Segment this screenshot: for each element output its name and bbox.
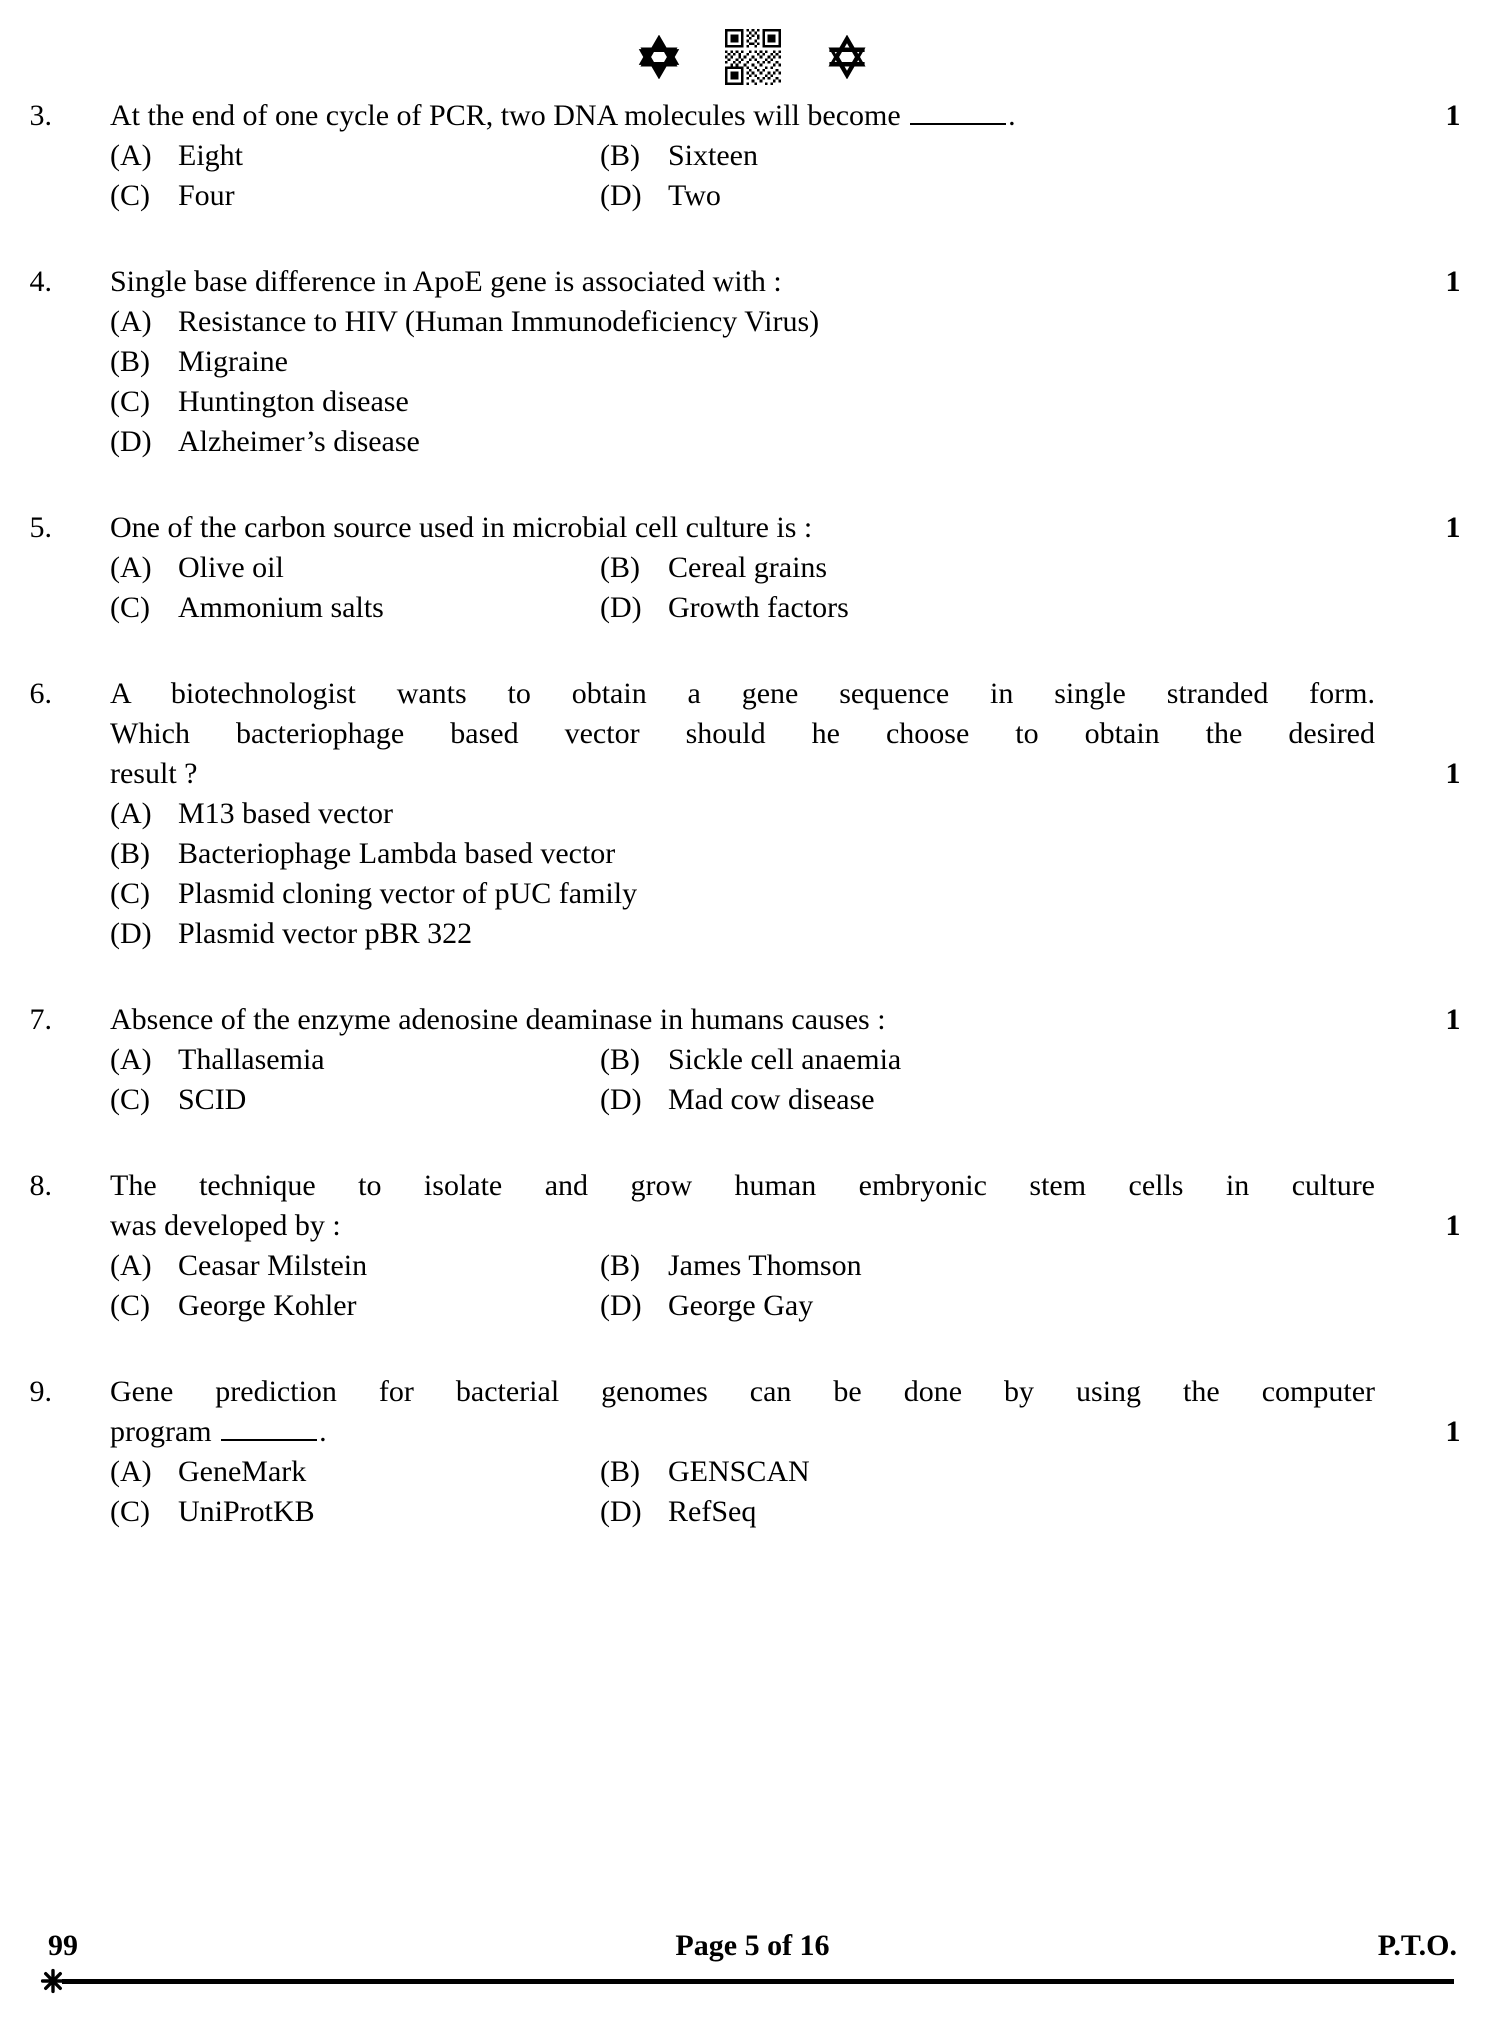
- question-block: [0, 1166, 1505, 1326]
- option-a[interactable]: [110, 302, 1505, 342]
- question-marks: 1: [1445, 511, 1461, 544]
- option-a[interactable]: [110, 136, 600, 176]
- question-spacer: [0, 954, 1505, 1000]
- option-c[interactable]: [110, 176, 600, 216]
- option-b[interactable]: [110, 342, 1505, 382]
- option-label: (C): [110, 877, 150, 910]
- option-label: (B): [600, 1249, 640, 1282]
- fill-in-blank: [910, 101, 1006, 125]
- question-stem-line: [0, 1412, 1505, 1452]
- option-row: [110, 136, 1505, 176]
- option-list: [0, 794, 1505, 954]
- question-text: result ?: [110, 757, 198, 790]
- option-label: (C): [110, 1495, 150, 1528]
- question-number: 4.: [29, 265, 52, 298]
- page-number-label: Page 5 of 16: [675, 1929, 830, 1962]
- star-of-david-icon: [825, 35, 869, 79]
- question-stem-line: [0, 1000, 1505, 1040]
- option-text: Alzheimer’s disease: [178, 425, 420, 458]
- option-label: (B): [600, 551, 640, 584]
- option-row: [110, 1452, 1505, 1492]
- option-label: (C): [110, 179, 150, 212]
- question-stem-line: [0, 1372, 1505, 1412]
- questions-container: [0, 96, 1505, 1532]
- option-d[interactable]: [600, 1286, 813, 1326]
- option-label: (C): [110, 1083, 150, 1116]
- option-b[interactable]: [600, 1246, 862, 1286]
- option-text: SCID: [178, 1083, 247, 1116]
- option-text: RefSeq: [668, 1495, 757, 1528]
- option-label: (D): [600, 591, 642, 624]
- option-row: [110, 176, 1505, 216]
- option-label: (A): [110, 139, 152, 172]
- option-row: [110, 914, 1505, 954]
- question-number: 7.: [29, 1003, 52, 1036]
- option-row: [110, 834, 1505, 874]
- option-c[interactable]: [110, 1080, 600, 1120]
- question-marks: 1: [1445, 1415, 1461, 1448]
- option-text: Olive oil: [178, 551, 284, 584]
- option-list: [0, 302, 1505, 462]
- question-number: 3.: [29, 99, 52, 132]
- paper-code: 99: [48, 1929, 78, 1962]
- question-block: [0, 508, 1505, 628]
- question-text: [62, 1412, 1505, 1452]
- option-label: (D): [600, 1289, 642, 1322]
- option-label: (B): [110, 345, 150, 378]
- question-stem-line: [0, 1166, 1505, 1206]
- option-a[interactable]: [110, 794, 1505, 834]
- option-text: George Kohler: [178, 1289, 357, 1322]
- option-label: (B): [600, 1043, 640, 1076]
- question-text: Single base difference in ApoE gene is associated with :: [110, 265, 782, 298]
- option-c[interactable]: [110, 382, 1505, 422]
- question-marks: 1: [1445, 1003, 1461, 1036]
- option-label: (C): [110, 591, 150, 624]
- question-text-segment: .: [1008, 99, 1016, 132]
- question-block: [0, 262, 1505, 462]
- question-marks: 1: [1445, 99, 1461, 132]
- option-label: (D): [600, 1083, 642, 1116]
- question-block: [0, 96, 1505, 216]
- option-list: [0, 1246, 1505, 1326]
- option-text: George Gay: [668, 1289, 814, 1322]
- qr-code-icon: [725, 29, 781, 85]
- option-c[interactable]: [110, 1492, 600, 1532]
- option-text: M13 based vector: [178, 797, 393, 830]
- option-text: Huntington disease: [178, 385, 409, 418]
- option-a[interactable]: [110, 1452, 600, 1492]
- question-spacer: [0, 628, 1505, 674]
- question-spacer: [0, 216, 1505, 262]
- option-list: [0, 1040, 1505, 1120]
- option-a[interactable]: [110, 548, 600, 588]
- option-d[interactable]: [600, 1080, 875, 1120]
- option-text: Four: [178, 179, 235, 212]
- question-marks: 1: [1445, 1209, 1461, 1242]
- pto-label: P.T.O.: [1377, 1929, 1457, 1962]
- question-marks: 1: [1445, 265, 1461, 298]
- question-block: [0, 1000, 1505, 1120]
- option-row: [110, 794, 1505, 834]
- question-spacer: [0, 1326, 1505, 1372]
- option-label: (B): [110, 837, 150, 870]
- option-b[interactable]: [600, 548, 827, 588]
- question-number: 9.: [29, 1375, 52, 1408]
- question-spacer: [0, 462, 1505, 508]
- page-header: [0, 22, 1505, 92]
- option-text: GENSCAN: [668, 1455, 810, 1488]
- option-text: Resistance to HIV (Human Immunodeficiency Virus): [178, 305, 820, 338]
- question-text: Gene prediction for bacterial genomes can be done by using the computer: [110, 1375, 1375, 1408]
- question-stem-line: [0, 508, 1505, 548]
- option-text: Eight: [178, 139, 243, 172]
- question-text: was developed by :: [110, 1209, 341, 1242]
- question-text: A biotechnologist wants to obtain a gene sequence in single stranded form.: [110, 677, 1375, 710]
- option-text: UniProtKB: [178, 1495, 315, 1528]
- option-row: [110, 422, 1505, 462]
- option-d[interactable]: [600, 588, 849, 628]
- question-text: The technique to isolate and grow human embryonic stem cells in culture: [110, 1169, 1375, 1202]
- question-stem-line: [0, 754, 1505, 794]
- question-text-segment: .: [319, 1415, 327, 1448]
- footer-divider: [62, 1979, 1454, 1984]
- question-block: [0, 1372, 1505, 1532]
- option-text: Plasmid vector pBR 322: [178, 917, 473, 950]
- option-label: (A): [110, 305, 152, 338]
- option-label: (A): [110, 551, 152, 584]
- question-number: 8.: [29, 1169, 52, 1202]
- footer-text-row: [0, 1926, 1505, 1966]
- option-row: [110, 548, 1505, 588]
- option-b[interactable]: [600, 1040, 901, 1080]
- option-text: Sixteen: [668, 139, 758, 172]
- option-list: [0, 548, 1505, 628]
- option-text: Bacteriophage Lambda based vector: [178, 837, 616, 870]
- option-text: Two: [668, 179, 721, 212]
- option-text: Mad cow disease: [668, 1083, 875, 1116]
- option-text: Thallasemia: [178, 1043, 325, 1076]
- option-label: (A): [110, 1249, 152, 1282]
- option-row: [110, 342, 1505, 382]
- option-label: (A): [110, 1043, 152, 1076]
- option-row: [110, 1040, 1505, 1080]
- footer-rule-row: [0, 1966, 1505, 1992]
- option-d[interactable]: [110, 914, 1505, 954]
- option-label: (D): [110, 425, 152, 458]
- fill-in-blank: [221, 1417, 317, 1441]
- option-d[interactable]: [110, 422, 1505, 462]
- option-d[interactable]: [600, 1492, 756, 1532]
- option-text: Cereal grains: [668, 551, 828, 584]
- question-stem-line: [0, 714, 1505, 754]
- page-footer: [0, 1926, 1505, 1992]
- option-label: (C): [110, 1289, 150, 1322]
- option-label: (D): [110, 917, 152, 950]
- option-label: (A): [110, 797, 152, 830]
- question-number: 5.: [29, 511, 52, 544]
- question-text: Which bacteriophage based vector should he choose to obtain the desired: [110, 717, 1375, 750]
- option-c[interactable]: [110, 1286, 600, 1326]
- option-list: [0, 136, 1505, 216]
- option-label: (D): [600, 179, 642, 212]
- option-text: James Thomson: [668, 1249, 862, 1282]
- option-d[interactable]: [600, 176, 721, 216]
- option-text: Plasmid cloning vector of pUC family: [178, 877, 638, 910]
- star-of-david-icon: [637, 35, 681, 79]
- option-label: (D): [600, 1495, 642, 1528]
- option-row: [110, 382, 1505, 422]
- option-text: GeneMark: [178, 1455, 307, 1488]
- option-row: [110, 588, 1505, 628]
- option-list: [0, 1452, 1505, 1532]
- option-label: (C): [110, 385, 150, 418]
- question-text: Absence of the enzyme adenosine deaminase in humans causes :: [110, 1003, 886, 1036]
- question-stem-line: [0, 96, 1505, 136]
- question-text-segment: At the end of one cycle of PCR, two DNA molecules will become: [110, 99, 909, 132]
- option-text: Ammonium salts: [178, 591, 384, 624]
- option-b[interactable]: [600, 136, 758, 176]
- option-c[interactable]: [110, 588, 600, 628]
- option-row: [110, 874, 1505, 914]
- option-c[interactable]: [110, 874, 1505, 914]
- question-stem-line: [0, 674, 1505, 714]
- option-row: [110, 1492, 1505, 1532]
- option-label: (B): [600, 139, 640, 172]
- question-stem-line: [0, 262, 1505, 302]
- option-b[interactable]: [110, 834, 1505, 874]
- question-marks: 1: [1445, 757, 1461, 790]
- option-a[interactable]: [110, 1040, 600, 1080]
- option-text: Growth factors: [668, 591, 849, 624]
- question-text: [62, 96, 1505, 136]
- option-row: [110, 1286, 1505, 1326]
- question-spacer: [0, 1120, 1505, 1166]
- option-label: (A): [110, 1455, 152, 1488]
- option-text: Migraine: [178, 345, 288, 378]
- option-text: Ceasar Milstein: [178, 1249, 368, 1282]
- option-row: [110, 1080, 1505, 1120]
- question-number: 6.: [29, 677, 52, 710]
- option-text: Sickle cell anaemia: [668, 1043, 902, 1076]
- question-text: One of the carbon source used in microbial cell culture is :: [110, 511, 813, 544]
- option-b[interactable]: [600, 1452, 810, 1492]
- question-text-segment: program: [110, 1415, 220, 1448]
- option-a[interactable]: [110, 1246, 600, 1286]
- question-stem-line: [0, 1206, 1505, 1246]
- option-label: (B): [600, 1455, 640, 1488]
- option-row: [110, 302, 1505, 342]
- option-row: [110, 1246, 1505, 1286]
- question-block: [0, 674, 1505, 954]
